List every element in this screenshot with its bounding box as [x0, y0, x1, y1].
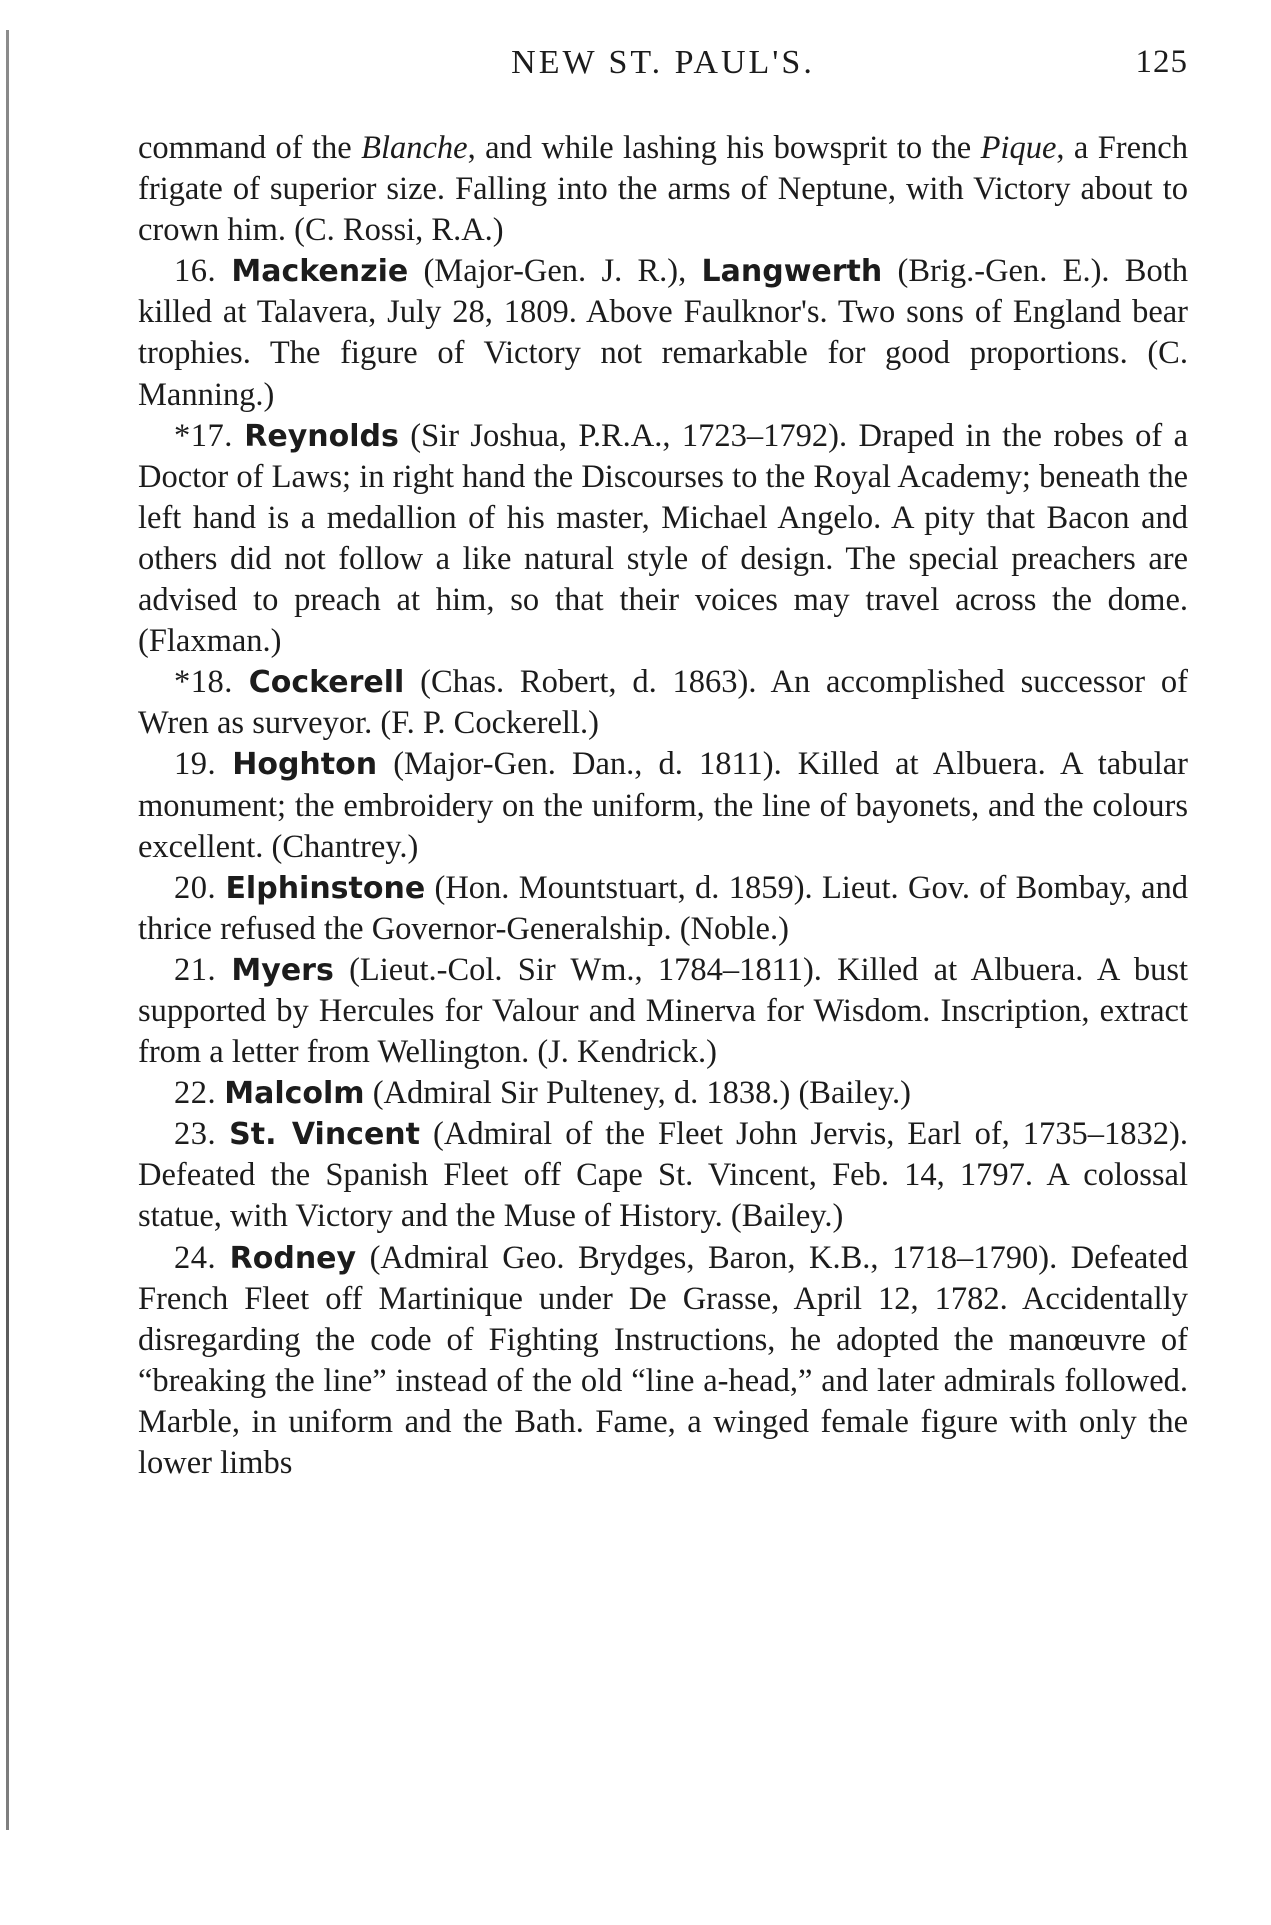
entry-text: (Brig.-Gen. E.). Both killed at Talavera, July 28, 1809. Above Faulknor's. Two sons of England bear trophies. The figure of Victory not remarkable for good proportions. (C. Manning.) — [138, 253, 1188, 413]
entry-21 — [138, 950, 1188, 1073]
entry-text: (Admiral Geo. Brydges, Baron, K.B., 1718–1790). Defeated French Fleet off Martinique under De Grasse, April 12, 1782. Accidentally disregarding the code of Fighting Instructions, he adopted the manœuvre of “breaking the line” instead of the old “line a-head,” and later admirals followed. Marble, in uniform and the Bath. Fame, a winged female figure with only the lower limbs — [138, 1239, 1188, 1481]
entry-number: 21. — [174, 951, 217, 988]
entry-number: 24. — [174, 1239, 217, 1276]
entry-text: (Admiral of the Fleet John Jervis, Earl of, 1735–1832). Defeated the Spanish Fleet off Cape St. Vincent, Feb. 14, 1797. A colossal statue, with Victory and the Muse of History. (Bailey.) — [138, 1116, 1189, 1235]
entry-20 — [138, 868, 1188, 950]
entry-name: Rodney — [229, 1240, 357, 1276]
entry-18 — [138, 662, 1188, 744]
running-head-title: NEW ST. PAUL'S. — [511, 44, 815, 81]
entry-number: 19. — [174, 746, 217, 783]
entry-number: 22. — [174, 1075, 217, 1112]
entry-text: (Chas. Robert, d. 1863). An accomplished successor of Wren as surveyor. (F. P. Cockerell.) — [138, 664, 1189, 742]
entry-17 — [138, 416, 1188, 663]
entry-name: Elphinstone — [225, 870, 426, 906]
binding-edge-line — [6, 30, 9, 1830]
ship-name-blanche: Blanche — [361, 130, 468, 166]
entry-number: 20. — [174, 869, 217, 906]
entry-name: Reynolds — [244, 418, 399, 454]
entry-name-secondary: Langwerth — [701, 254, 883, 290]
entry-16: 16. Mackenzie (Major-Gen. J. R.), Langwerth (Brig.-Gen. E.). Both killed at Talavera, July 28, 1809. Above Faulknor's. Two sons of England bear trophies. The figure of Victory not remarkable for good proportions. (C. Manning.) — [138, 253, 1188, 413]
entry-number: *18. — [174, 664, 233, 701]
entry-22 — [138, 1073, 1188, 1114]
page-number: 125 — [1135, 44, 1188, 80]
entry-number: 16. — [174, 253, 217, 290]
page-body — [138, 128, 1188, 1484]
entry-23 — [138, 1114, 1188, 1237]
entry-number: 23. — [174, 1116, 217, 1153]
entry-text: (Sir Joshua, P.R.A., 1723–1792). Draped in the robes of a Doctor of Laws; in right hand the Discourses to the Royal Academy; beneath the left hand is a medallion of his master, Michael Angelo. A pity that Bacon and others did not follow a like natural style of design. The special preachers are advised to preach at him, so that their voices may travel across the dome. (Flaxman.) — [138, 417, 1189, 660]
entry-name: Mackenzie — [231, 254, 409, 290]
entry-text: (Admiral Sir Pulteney, d. 1838.) (Bailey.) — [364, 1075, 911, 1112]
entry-text: (Lieut.-Col. Sir Wm., 1784–1811). Killed at Albuera. A bust supported by Hercules for Valour and Minerva for Wisdom. Inscription, extract from a letter from Wellington. (J. Kendrick.) — [138, 951, 1189, 1071]
entry-name: Cockerell — [248, 665, 405, 701]
continued-paragraph: command of the Blanche, and while lashing his bowsprit to the Pique, a French frigate of superior size. Falling into the arms of Neptune, with Victory about to crown him. (C. Rossi, R.A.) — [138, 130, 1188, 249]
entry-text: (Hon. Mountstuart, d. 1859). Lieut. Gov. of Bombay, and thrice refused the Governor-Generalship. (Noble.) — [138, 869, 1189, 947]
entry-text: (Major-Gen. Dan., d. 1811). Killed at Albuera. A tabular monument; the embroidery on the uniform, the line of bayonets, and the colours excellent. (Chantrey.) — [138, 746, 1189, 865]
entry-name: Hoghton — [232, 747, 378, 783]
entry-name: Malcolm — [224, 1076, 365, 1112]
entry-name: Myers — [231, 952, 334, 988]
running-head — [138, 44, 1188, 94]
entry-19 — [138, 744, 1188, 867]
entry-24 — [138, 1238, 1188, 1485]
entry-number: *17. — [174, 417, 233, 454]
ship-name-pique: Pique — [980, 130, 1057, 166]
entry-name: St. Vincent — [229, 1117, 421, 1153]
